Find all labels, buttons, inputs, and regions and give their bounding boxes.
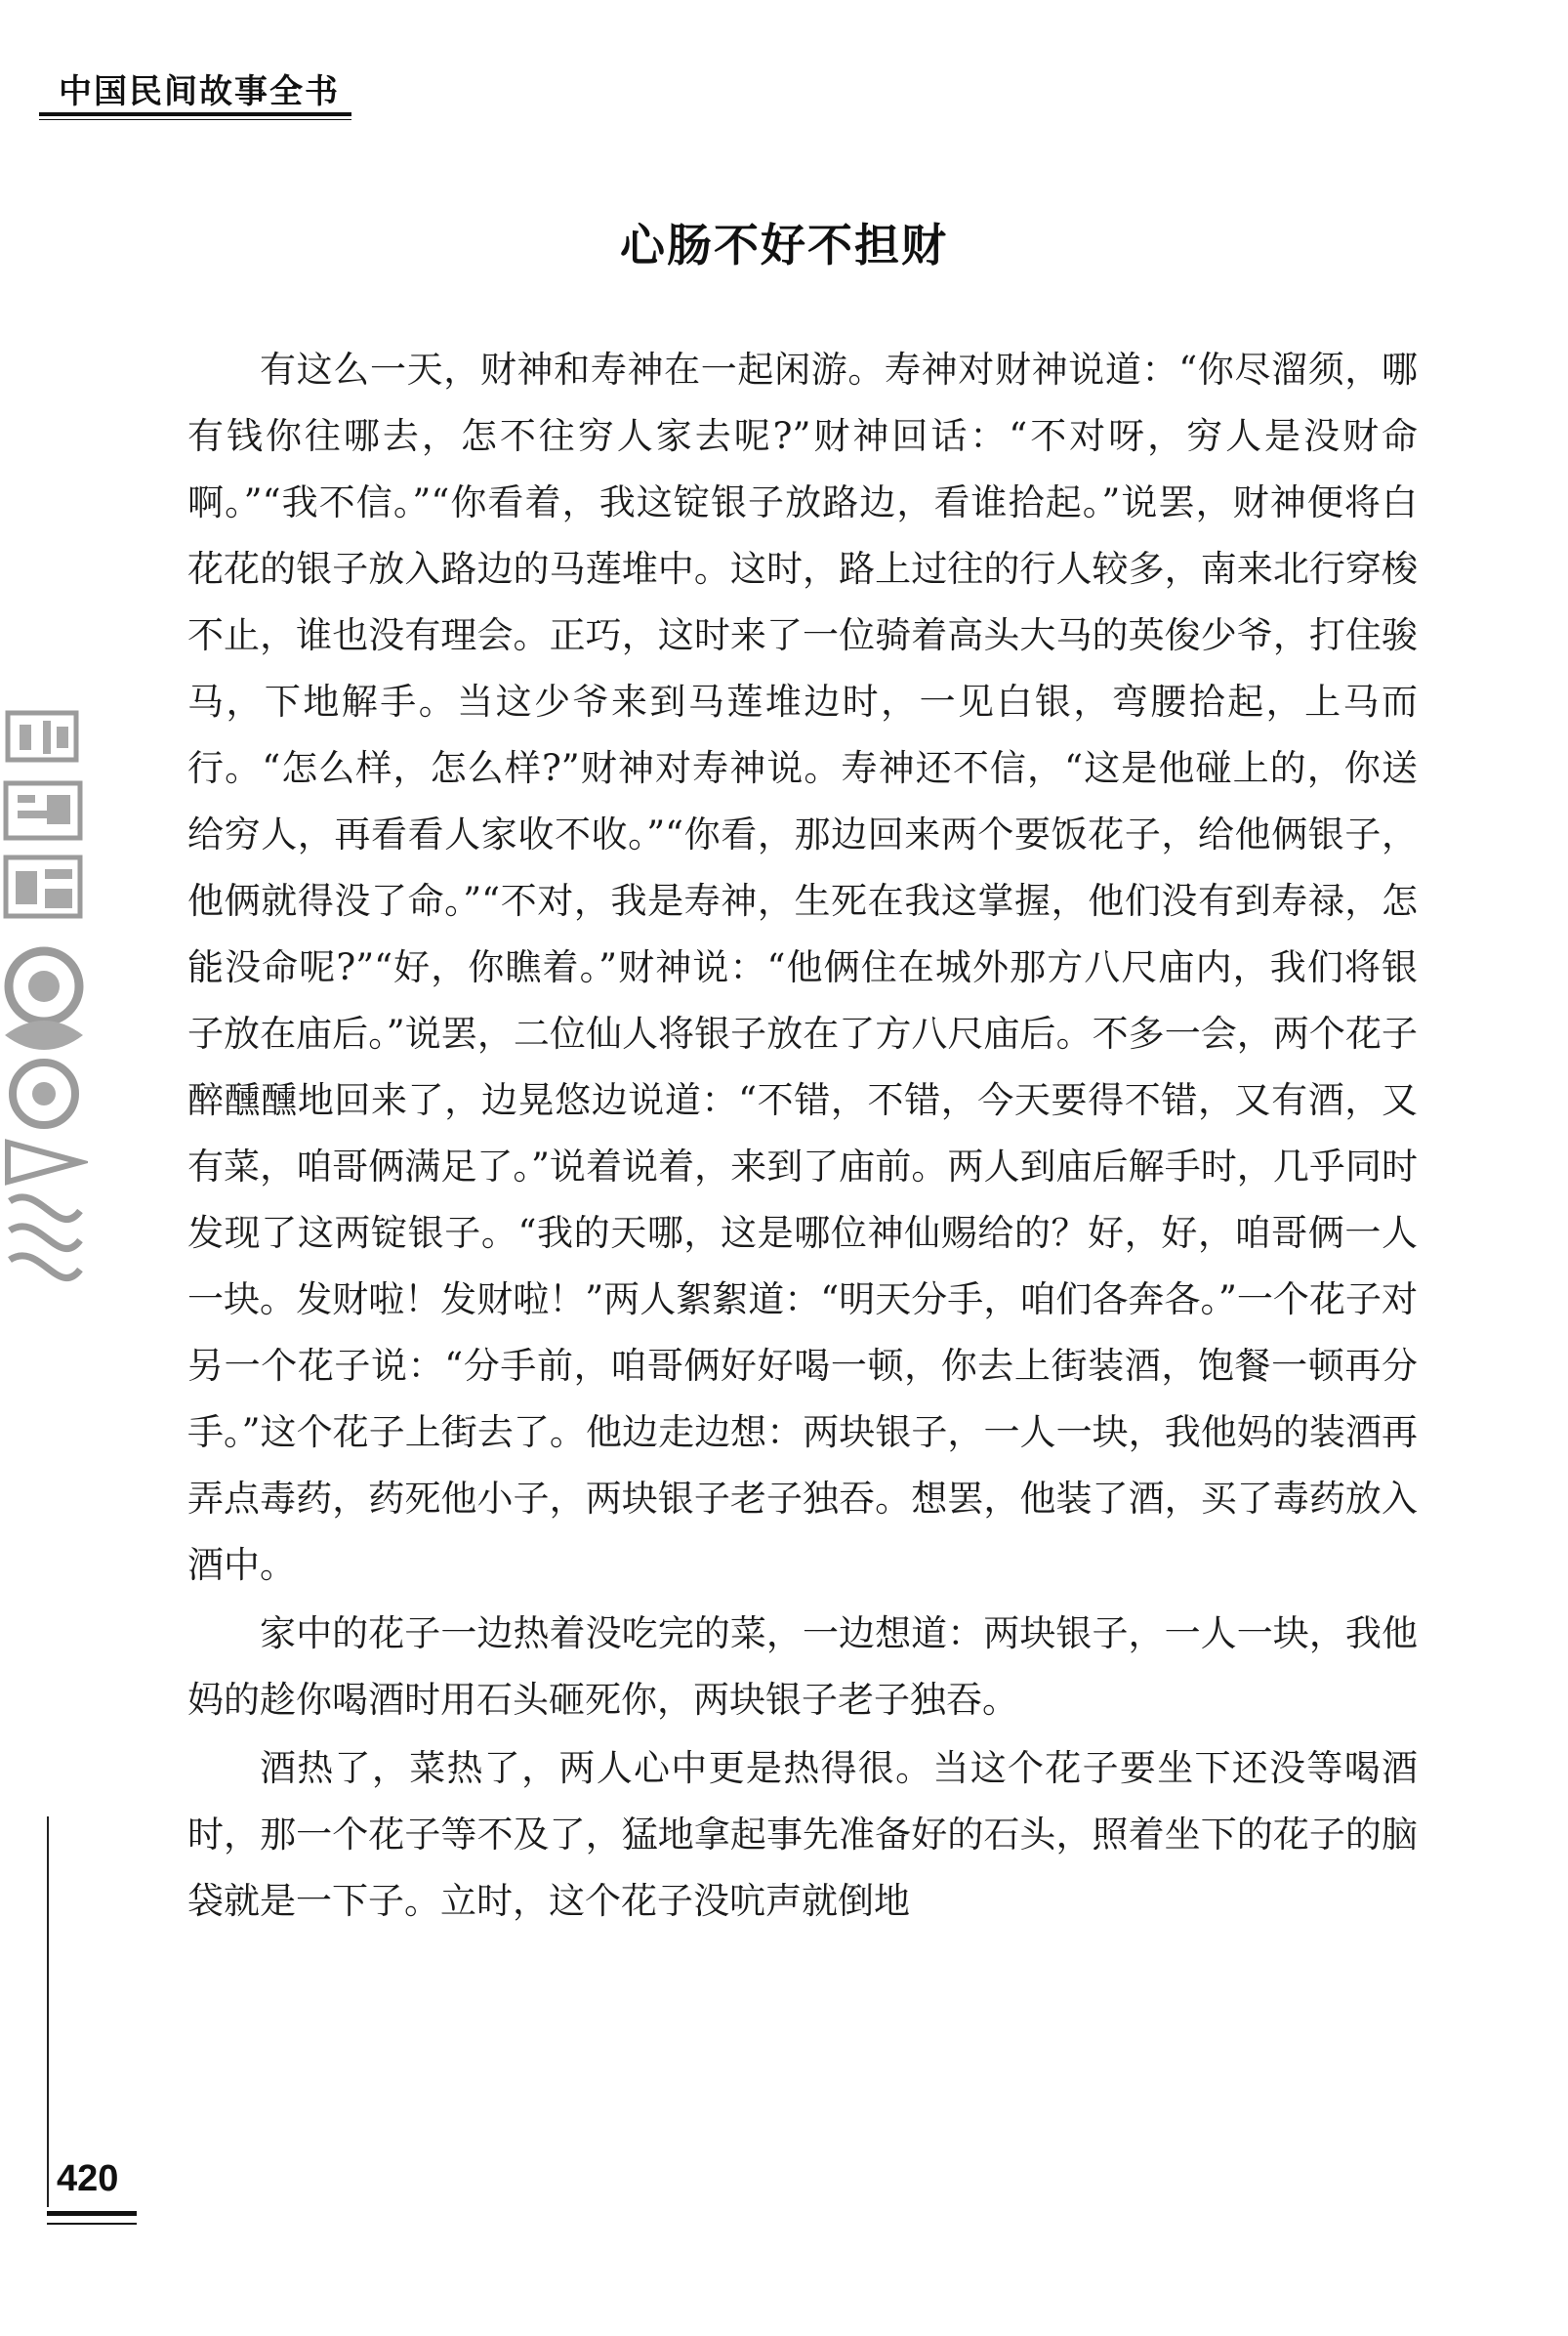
header-rule-thin xyxy=(39,119,351,120)
story-body xyxy=(187,337,1418,1937)
running-title: 中国民间故事全书 xyxy=(59,72,340,111)
story-title: 心肠不好不担财 xyxy=(620,219,948,271)
footer-rule-thin xyxy=(47,2223,137,2225)
header-rule xyxy=(39,112,351,116)
story-paragraph: 酒热了，菜热了，两人心中更是热得很。当这个花子要坐下还没等喝酒时，那一个花子等不及了，猛地拿起事先准备好的石头，照着坐下的花子的脑袋就是一下子。立时，这个花子没吭声就倒地 xyxy=(187,1747,1418,1922)
side-decoration-emblem xyxy=(0,703,88,1309)
story-paragraph: 有这么一天，财神和寿神在一起闲游。寿神对财神说道：“你尽溜须，哪有钱你往哪去，怎不往穷人家去呢?”财神回话：“不对呀，穷人是没财命啊。”“我不信。”“你看着，我这锭银子放路边，看谁拾起。”说罢，财神便将白花花的银子放入路边的马莲堆中。这时，路上过往的行人较多，南来北行穿梭不止，谁也没有理会。正巧，这时来了一位骑着高头大马的英俊少爷，打住骏马，下地解手。当这少爷来到马莲堆边时，一见白银，弯腰拾起，上马而行。“怎么样，怎么样?”财神对寿神说。寿神还不信，“这是他碰上的，你送给穷人，再看看人家收不收。”“你看，那边回来两个要饭花子，给他俩银子，他俩就得没了命。”“不对，我是寿神，生死在我这掌握，他们没有到寿禄，怎能没命呢?”“好，你瞧着。”财神说：“他俩住在城外那方八尺庙内，我们将银子放在庙后。”说罢，二位仙人将银子放在了方八尺庙后。不多一会，两个花子醉醺醺地回来了，边晃悠边说道：“不错，不错，今天要得不错，又有酒，又有菜，咱哥俩满足了。”说着说着，来到了庙前。两人到庙后解手时，几乎同时发现了这两锭银子。“我的天哪，这是哪位神仙赐给的？好，好，咱哥俩一人一块。发财啦！发财啦！”两人絮絮道：“明天分手，咱们各奔各。”一个花子对另一个花子说：“分手前，咱哥俩好好喝一顿，你去上街装酒，饱餐一顿再分手。”这个花子上街去了。他边走边想：两块银子，一人一块，我他妈的装酒再弄点毒药，药死他小子，两块银子老子独吞。想罢，他装了酒，买了毒药放入酒中。 xyxy=(187,349,1418,1586)
story-paragraph: 家中的花子一边热着没吃完的菜，一边想道：两块银子，一人一块，我他妈的趁你喝酒时用石头砸死你，两块银子老子独吞。 xyxy=(187,1612,1418,1721)
margin-line xyxy=(47,1816,49,2207)
footer-rule xyxy=(47,2211,137,2216)
page-number: 420 xyxy=(57,2158,119,2199)
